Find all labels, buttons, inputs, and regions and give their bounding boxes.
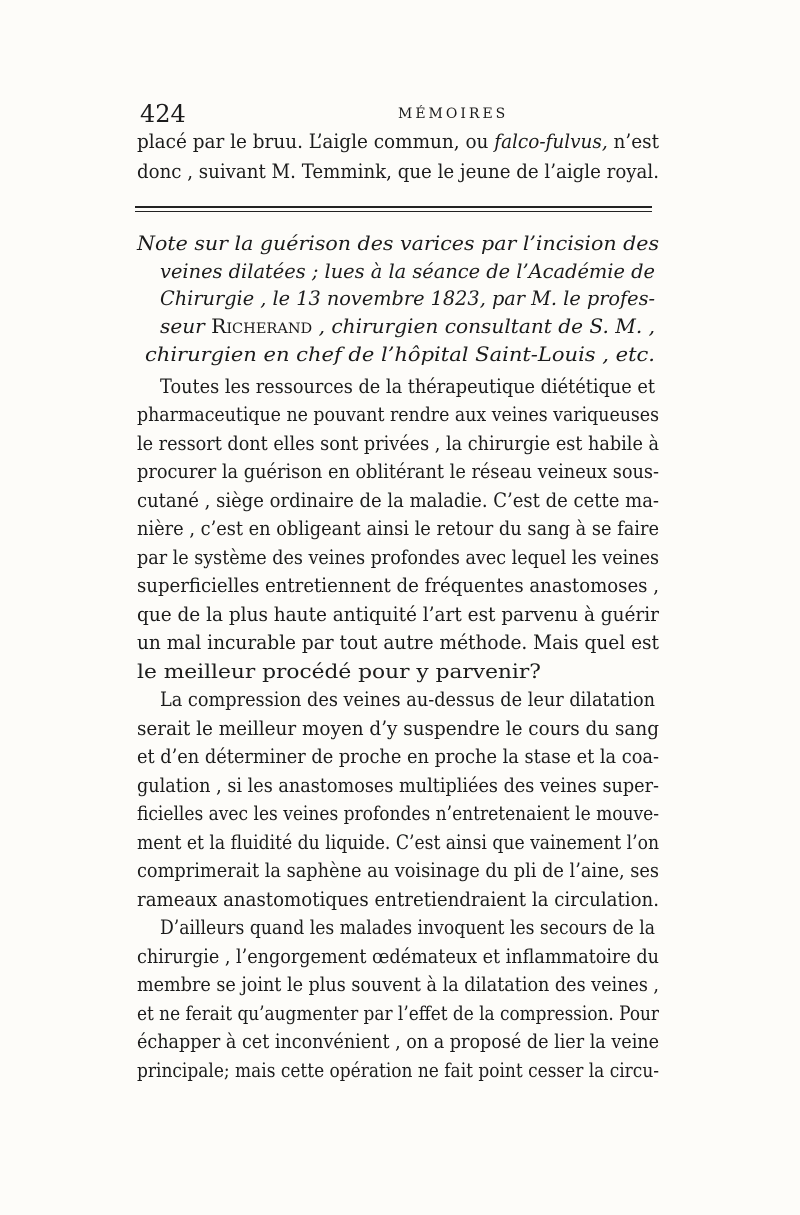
- note-title-text: , chirurgien consultant de S. M. ,: [312, 315, 656, 338]
- body-line: et ne ferait qu’augmenter par l’effet de la compression. Pour: [137, 1002, 660, 1025]
- body-line: La compression des veines au-dessus de leur dilatation: [160, 688, 656, 711]
- section-rule: [135, 211, 652, 212]
- intro-line: donc , suivant M. Temmink, que le jeune de l’aigle royal.: [137, 160, 659, 183]
- body-line: procurer la guérison en oblitérant le réseau veineux sous-: [137, 460, 660, 483]
- body-line: principale; mais cette opération ne fait point cesser la circu-: [137, 1059, 660, 1082]
- page-header: [140, 100, 660, 130]
- note-title-text: seur: [160, 315, 212, 338]
- note-title-line: Note sur la guérison des varices par l’incision des: [137, 232, 660, 255]
- note-title-line: [160, 315, 673, 338]
- body-line: nière , c’est en obligeant ainsi le retour du sang à se faire: [137, 517, 660, 540]
- body-line: membre se joint le plus souvent à la dilatation des veines ,: [137, 973, 660, 996]
- body-line: cutané , siège ordinaire de la maladie. C’est de cette ma-: [137, 489, 660, 512]
- body-line: D’ailleurs quand les malades invoquent les secours de la: [160, 916, 655, 939]
- section-rule: [135, 206, 652, 208]
- body-line: pharmaceutique ne pouvant rendre aux veines variqueuses: [137, 403, 659, 426]
- body-line: comprimerait la saphène au voisinage du pli de l’aine, ses: [137, 859, 659, 882]
- running-head: MÉMOIRES: [398, 106, 509, 122]
- intro-species-name: falco-fulvus,: [494, 130, 608, 153]
- body-line: serait le meilleur moyen d’y suspendre le cours du sang: [137, 717, 659, 740]
- intro-text: placé par le bruu. L’aigle commun, ou: [137, 130, 495, 153]
- page-number: 424: [140, 100, 186, 128]
- body-line: superficielles entretiennent de fréquentes anastomoses ,: [137, 574, 660, 597]
- intro-text: n’est: [607, 130, 659, 153]
- body-line: le meilleur procédé pour y parvenir?: [137, 660, 541, 683]
- body-line: et d’en déterminer de proche en proche la stase et la coa-: [137, 745, 659, 768]
- body-line: gulation , si les anastomoses multipliées des veines super-: [137, 774, 659, 797]
- body-line: un mal incurable par tout autre méthode. Mais quel est: [137, 631, 660, 654]
- note-title-line: chirurgien en chef de l’hôpital Saint-Louis , etc.: [145, 343, 655, 366]
- intro-line: [137, 130, 659, 153]
- body-line: le ressort dont elles sont privées , la chirurgie est habile à: [137, 432, 660, 455]
- body-line: ment et la fluidité du liquide. C’est ainsi que vainement l’on: [137, 831, 660, 854]
- body-line: rameaux anastomotiques entretiendraient la circulation.: [137, 888, 660, 911]
- body-line: Toutes les ressources de la thérapeutique diététique et: [160, 375, 656, 398]
- body-line: chirurgie , l’engorgement œdémateux et inflammatoire du: [137, 945, 659, 968]
- note-title-line: Chirurgie , le 13 novembre 1823, par M. le profes-: [160, 287, 655, 310]
- note-title-line: veines dilatées ; lues à la séance de l’Académie de: [160, 260, 655, 283]
- body-line: que de la plus haute antiquité l’art est parvenu à guérir: [137, 603, 659, 626]
- body-line: échapper à cet inconvénient , on a proposé de lier la veine: [137, 1030, 660, 1053]
- body-line: ficielles avec les veines profondes n’entretenaient le mouve-: [137, 802, 659, 825]
- author-name: Richerand: [211, 315, 313, 338]
- body-line: par le système des veines profondes avec lequel les veines: [137, 546, 659, 569]
